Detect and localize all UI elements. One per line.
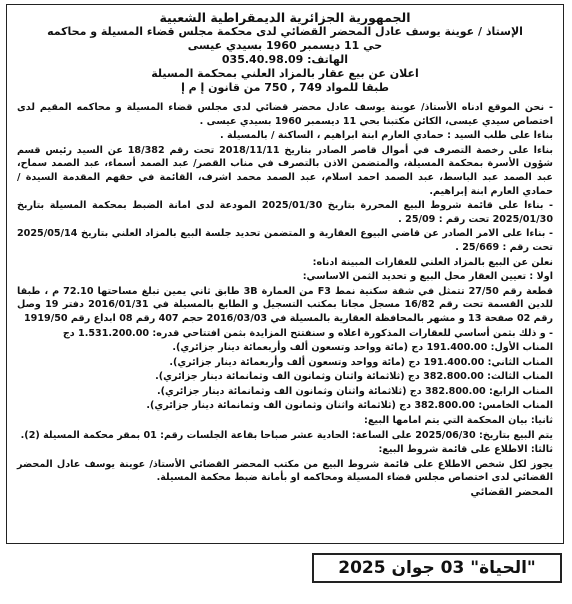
paragraph: - بناءا على الامر الصادر عن قاضي البيوع العقارية و المتضمن تحديد جلسة البيع بالمزاد العلني بتاريخ 2025/05/14 تحت رقم : 25/669 . bbox=[17, 228, 553, 253]
paragraph: - و ذلك بثمن أساسي للعقارات المذكورة اعلاه و سنفتتح المزايدة بثمن افتتاحي قدره: 1.531.200.00 دج bbox=[62, 327, 553, 339]
paragraph: المناب الخامس: 382.800.00 دج (ثلاثمائة واثنان وثمانون الف وثمانمائة دينار جزائري). bbox=[146, 400, 553, 412]
paragraph: ثالثا: الاطلاع على قائمة شروط البيع: bbox=[378, 444, 553, 456]
paragraph: بناءا على رخصة التصرف في أموال قاصر الصادر بتاريخ 2018/11/11 تحت رقم 18/382 عن السيد رئيس قسم شؤون الأسرة بمحكمة المسيلة، والمتضمن الاذن بالتصرف في مناب القصر/ عبد الصمد أسماء، عبد الصمد سماح، عبد الصمد عبد الباسط، عبد الصمد احمد اسلام، عبد الصمد محمد اشرف، القائمة في حقهم المقدمة السيدة / حمادي العارم ابنة إبراهيم. bbox=[17, 144, 553, 197]
paragraph: المناب الأول: 191.400.00 دج (مائة وواحد وتسعون ألف وأربعمائة دينار جزائري). bbox=[172, 342, 553, 354]
paragraph: - نحن الموقع ادناه الأستاذ/ عوينة يوسف عادل محضر قضائي لدى مجلس قضاء المسيلة و محاكمه المقيم لدى اختصاص سيدي عيسى، الكائن مكتبنا بحي 11 ديسمبر 1960 بسيدي عيسى . bbox=[17, 102, 553, 127]
legal-reference: طبقا للمواد 749 , 750 من قانون إ م إ bbox=[181, 81, 389, 94]
paragraph: - بناءا على قائمة شروط البيع المحررة بتاريخ 2025/01/30 المودعة لدى امانة الضبط بمحكمة المسيلة بتاريخ 2025/01/30 تحت رقم : 25/09 . bbox=[17, 200, 553, 225]
republic-title: الجمهورية الجزائرية الديمقراطية الشعبية bbox=[159, 10, 411, 25]
announcement-header bbox=[17, 11, 553, 95]
paragraph: المناب الثاني: 191.400.00 دج (مائة وواحد وتسعون ألف وأربعمائة دينار جزائري). bbox=[169, 356, 553, 368]
newspaper-date-box bbox=[312, 553, 562, 583]
paragraph: بناءا على طلب السيد : حمادي العارم ابنة ابراهيم ، الساكنة / بالمسيلة . bbox=[220, 130, 553, 142]
paragraph: يتم البيع بتاريخ: 2025/06/30 على الساعة: الحادية عشر صباحا بقاعة الجلسات رقم: 01 بمقر محكمة المسيلة (2). bbox=[20, 429, 553, 441]
paragraph: اولا : تعيين العقار محل البيع و تحديد الثمن الاساسي: bbox=[302, 271, 553, 283]
paragraph: قطعة رقم 27/50 تتمثل في شقة سكنية نمط F3 من العمارة 3B طابق ثاني يمين تبلغ مساحتها 72.10 م ، طبقا للدين القسمة تحت رقم 16/82 مسجل مجانا بمكتب التسجيل و الطابع بالمسيلة في 2016/01/31 دفتر 19 وصل رقم 02 صفحة 13 و مشهر بالمحافظة العقارية بالمسيلة في 2016/03/03 حجم 407 رقم 08 ابداع رقم 1919/50 bbox=[17, 285, 553, 324]
announcement-body bbox=[17, 101, 553, 485]
paragraph: ثانيا: بيان المحكمة التي يتم امامها البيع: bbox=[364, 415, 553, 427]
paragraph: المناب الرابع: 382.800.00 دج (ثلاثمائة واثنان وثمانون الف وثمانمائة دينار جزائري). bbox=[157, 385, 553, 397]
announcement-frame bbox=[6, 4, 564, 544]
bailiff-phone: الهاتف: 035.40.98.09 bbox=[221, 53, 349, 66]
newspaper-date: "الحياة" 03 جوان 2025 bbox=[338, 558, 536, 578]
bailiff-address: حي 11 ديسمبر 1960 بسيدي عيسى bbox=[187, 39, 383, 52]
paragraph: المناب الثالث: 382.800.00 دج (ثلاثمائة واثنان وثمانون الف وثمانمائة دينار جزائري). bbox=[155, 371, 553, 383]
paragraph: نعلن عن البيع بالمزاد العلني للعقارات المبينة ادناه: bbox=[312, 256, 553, 268]
announcement-title: اعلان عن بيع عقار بالمزاد العلني بمحكمة المسيلة bbox=[151, 67, 419, 80]
signature: المحضر القضائي bbox=[470, 487, 553, 499]
bailiff-name: الإستاذ / عوينة يوسف عادل المحضر القضائي لدى محكمة مجلس قضاء المسيلة و محاكمه bbox=[47, 25, 523, 38]
paragraph: يجوز لكل شخص الاطلاع على قائمة شروط البيع من مكتب المحضر القضائي الأستاذ/ عوينة يوسف عادل المحضر القضائي لدى اختصاص مجلس قضاء المسيلة ومحاكمه او بأمانة ضبط محكمة المسيلة. bbox=[17, 458, 553, 484]
